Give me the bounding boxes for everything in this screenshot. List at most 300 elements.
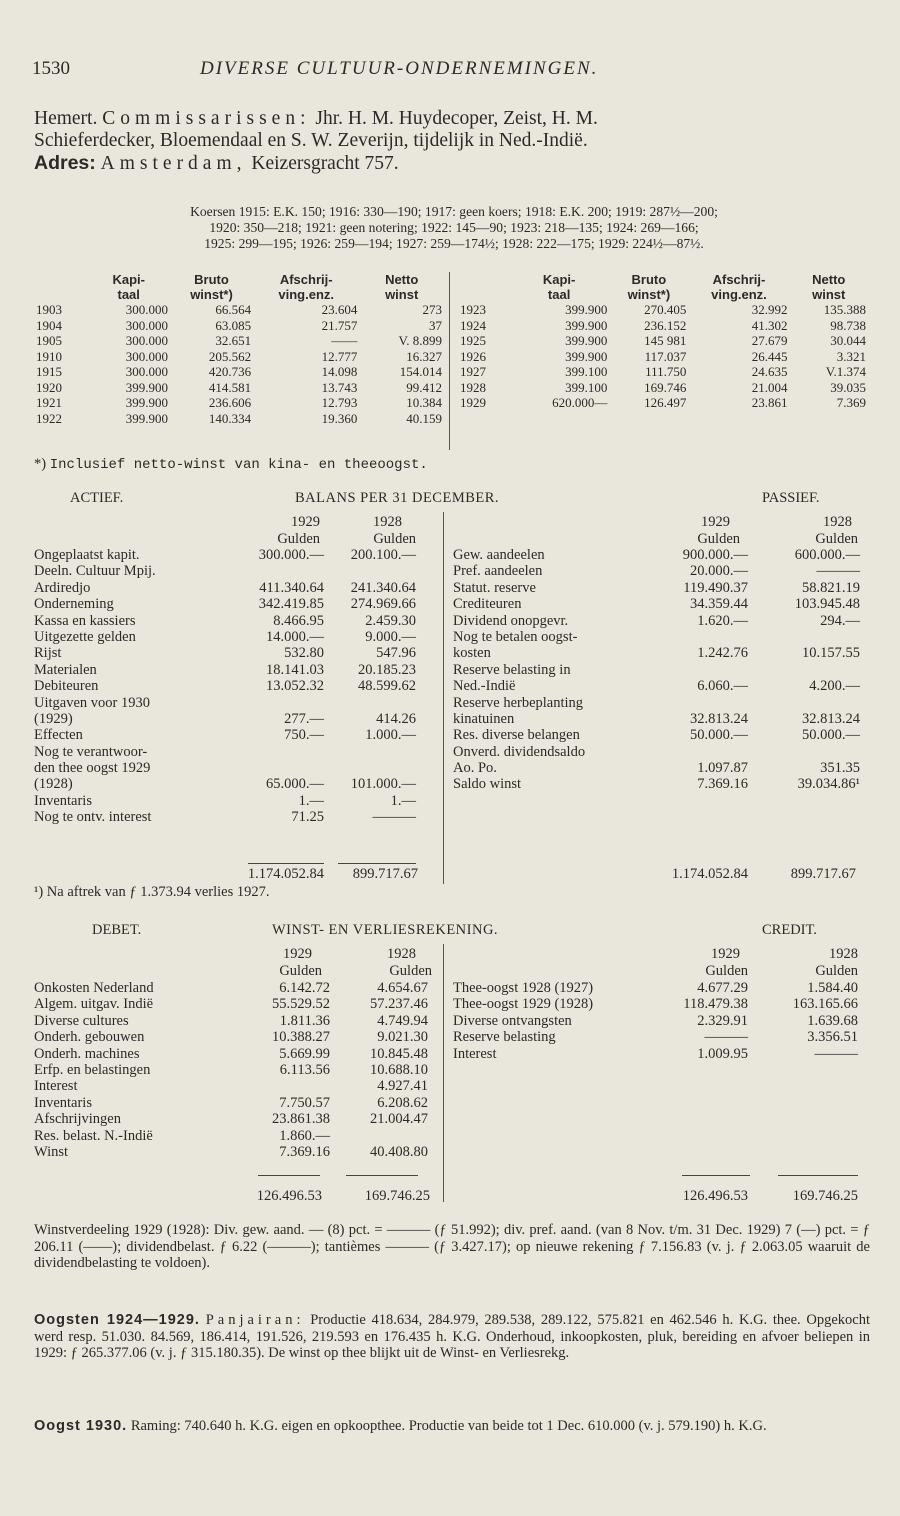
value-cell: 111.750 <box>645 364 687 379</box>
value-cell: 30.044 <box>830 333 866 348</box>
value-1928: ——— <box>816 563 860 580</box>
ledger-row <box>34 776 434 792</box>
ledger-row <box>453 996 863 1012</box>
value-1929: 7.750.57 <box>279 1094 330 1111</box>
credit-total-1928: 169.746.25 <box>792 1188 858 1204</box>
ledger-label: kosten <box>453 645 491 662</box>
table-row <box>458 333 868 349</box>
ledger-row <box>34 547 434 563</box>
ledger-label: Res. belast. N.-Indië <box>34 1127 153 1144</box>
page-title: DIVERSE CULTUUR-ONDERNEMINGEN. <box>200 58 599 79</box>
value-cell: 399.900 <box>565 317 608 333</box>
col-header: Netto <box>385 272 419 287</box>
ledger-row <box>34 809 434 825</box>
adres-line <box>34 152 874 175</box>
value-1928: 3.356.51 <box>807 1029 858 1046</box>
ledger-label: Nog te verantwoor- <box>34 743 148 760</box>
ledger-label: Erfp. en belastingen <box>34 1061 151 1078</box>
company-intro <box>34 108 874 175</box>
debet-total-1928: 169.746.25 <box>364 1188 430 1204</box>
gulden-label: Gulden <box>279 963 322 979</box>
value-1928: 241.340.64 <box>350 579 416 596</box>
total-rule <box>248 863 324 864</box>
value-1929: 900.000.— <box>682 547 748 563</box>
ledger-label: Ongeplaatst kapit. <box>34 547 140 563</box>
ledger-row <box>34 596 434 612</box>
ledger-label: Interest <box>34 1078 78 1095</box>
value-cell: 41.302 <box>751 317 788 333</box>
value-1928: 163.165.66 <box>792 996 858 1013</box>
value-cell: 63.085 <box>215 317 252 333</box>
debet-label: DEBET. <box>92 922 142 938</box>
credit-total-1929: 126.496.53 <box>682 1188 748 1204</box>
value-1929: 50.000.— <box>690 727 748 744</box>
gulden-label: Gulden <box>815 531 858 547</box>
credit-label: CREDIT. <box>762 922 817 938</box>
ledger-label: Nog te ontv. interest <box>34 809 152 826</box>
year-1929: 1929 <box>291 514 320 530</box>
value-1929: 23.861.38 <box>272 1111 330 1128</box>
page-number: 1530 <box>32 58 70 79</box>
value-cell: 37 <box>429 317 442 333</box>
total-rule <box>778 1175 858 1176</box>
value-1928: 21.004.47 <box>370 1111 428 1128</box>
value-1929: 6.113.56 <box>279 1061 330 1078</box>
value-1929: 1.097.87 <box>697 760 748 777</box>
value-1928: 294.— <box>820 612 860 629</box>
value-1929: 13.052.32 <box>266 678 324 695</box>
ledger-row <box>453 547 863 563</box>
ledger-label: Reserve herbeplanting <box>453 694 584 711</box>
value-1929: 6.142.72 <box>279 980 330 996</box>
ledger-row <box>34 1013 438 1029</box>
value-1929: 1.811.36 <box>279 1012 330 1029</box>
year-cell: 1905 <box>36 333 62 348</box>
adres-city: Amsterdam, <box>100 153 247 174</box>
ledger-label: Onderh. machines <box>34 1045 140 1062</box>
value-1929: 119.490.37 <box>683 579 748 596</box>
table-row <box>34 318 444 334</box>
footnote-mark: *) <box>34 456 47 472</box>
value-cell: 32.992 <box>751 302 788 317</box>
ledger-row <box>34 695 434 711</box>
col-header: ving.enz. <box>711 287 767 302</box>
gulden-label: Gulden <box>815 963 858 979</box>
value-1929: 5.669.99 <box>279 1045 330 1062</box>
total-rule <box>258 1175 320 1176</box>
value-cell: V.1.374 <box>825 364 866 379</box>
value-cell: 135.388 <box>823 302 866 317</box>
ledger-row <box>34 1128 438 1144</box>
ledger-label: Onverd. dividendsaldo <box>453 743 586 760</box>
value-cell: 399.900 <box>565 348 608 364</box>
col-header: Kapi- <box>542 272 576 287</box>
value-cell: 26.445 <box>751 348 788 364</box>
total-rule <box>346 1175 418 1176</box>
value-cell: 19.360 <box>321 410 358 426</box>
year-cell: 1925 <box>460 333 486 348</box>
year-cell: 1921 <box>36 395 62 410</box>
ledger-label: Uitgezette gelden <box>34 628 136 645</box>
ledger-label: Kassa en kassiers <box>34 612 136 629</box>
ledger-label: (1928) <box>34 776 73 793</box>
year-cell: 1923 <box>460 302 486 317</box>
year-cell: 1927 <box>460 364 486 379</box>
value-1929: 1.620.— <box>697 612 748 629</box>
actief-label: ACTIEF. <box>70 490 124 506</box>
value-cell: 117.037 <box>644 348 687 364</box>
value-1928: 547.96 <box>376 645 416 662</box>
ledger-label: Winst <box>34 1143 69 1160</box>
ledger-label: Inventaris <box>34 792 92 809</box>
value-cell: 399.100 <box>565 379 608 395</box>
ledger-row <box>34 563 434 579</box>
commissarissen-line <box>34 108 874 130</box>
winst-title: WINST- EN VERLIESREKENING. <box>272 922 499 938</box>
ledger-label: Effecten <box>34 727 83 744</box>
ledger-label: Statut. reserve <box>453 579 536 596</box>
value-1929: 14.000.— <box>266 628 324 645</box>
ledger-row <box>453 695 863 711</box>
koersen-line: Koersen 1915: E.K. 150; 1916: 330—190; 1917: geen koers; 1918: E.K. 200; 1919: 287½—200; <box>190 204 718 219</box>
ledger-label: Onderneming <box>34 596 114 613</box>
ledger-label: Reserve belasting <box>453 1029 556 1046</box>
value-cell: 21.757 <box>321 317 358 333</box>
ledger-row <box>34 727 434 743</box>
actief-list <box>34 547 434 826</box>
value-cell: 399.900 <box>565 302 608 317</box>
table-row <box>34 380 444 396</box>
oogst1930-text: Raming: 740.640 h. K.G. eigen en opkoopthee. Productie van beide tot 1 Dec. 610.000 (v. j. 579.190) h. K.G. <box>130 1418 767 1434</box>
value-cell: 399.900 <box>125 379 168 395</box>
ledger-row <box>34 662 434 678</box>
value-1928: 200.100.— <box>350 547 416 563</box>
ledger-label: Saldo winst <box>453 776 522 793</box>
ledger-label: Crediteuren <box>453 596 522 613</box>
year-cell: 1922 <box>36 410 62 426</box>
year-cell: 1910 <box>36 348 62 364</box>
balans-footnote: ¹) Na aftrek van ƒ 1.373.94 verlies 1927. <box>34 884 270 900</box>
adres-label: Adres: <box>34 152 96 174</box>
year-1928: 1928 <box>829 946 858 962</box>
ledger-row <box>34 1144 438 1160</box>
ledger-label: Res. diverse belangen <box>453 727 580 744</box>
gulden-label: Gulden <box>373 531 416 547</box>
ledger-row <box>453 980 863 996</box>
value-cell: 40.159 <box>406 410 442 426</box>
year-cell: 1904 <box>36 317 62 333</box>
value-1928: 414.26 <box>376 710 416 727</box>
ledger-row <box>34 629 434 645</box>
value-1928: 1.639.68 <box>807 1012 858 1029</box>
ledger-row <box>34 980 438 996</box>
ledger-row <box>453 760 863 776</box>
actief-total-1929: 1.174.052.84 <box>247 866 324 882</box>
total-rule <box>338 863 416 864</box>
ledger-label: Reserve belasting in <box>453 661 571 678</box>
year-1929: 1929 <box>711 946 740 962</box>
ledger-row <box>453 662 863 678</box>
table-row <box>458 380 868 396</box>
value-cell: 399.100 <box>565 364 608 379</box>
kapitaal-table-right <box>458 272 868 411</box>
value-cell: 23.604 <box>321 302 358 317</box>
koersen-line: 1920: 350—218; 1921: geen notering; 1922: 145—90; 1923: 218—135; 1924: 269—166; <box>209 220 699 235</box>
value-1928: 101.000.— <box>350 776 416 793</box>
ledger-row <box>34 793 434 809</box>
footnote-text: Inclusief netto-winst van kina- en theeoogst. <box>49 457 428 473</box>
year-cell: 1926 <box>460 348 486 364</box>
value-1929: 4.677.29 <box>697 980 748 996</box>
value-1928: 1.000.— <box>365 727 416 744</box>
ledger-label: Nog te betalen oogst- <box>453 628 578 645</box>
value-1928: 4.654.67 <box>377 980 428 996</box>
ledger-label: Diverse ontvangsten <box>453 1012 572 1029</box>
ledger-label: Inventaris <box>34 1094 92 1111</box>
col-header: winst*) <box>627 287 671 302</box>
ledger-label: Thee-oogst 1928 (1927) <box>453 980 594 996</box>
value-cell: 154.014 <box>399 364 442 379</box>
value-cell: 300.000 <box>125 302 168 317</box>
balans-divider <box>443 512 444 884</box>
value-1929: 750.— <box>284 727 324 744</box>
value-1928: 40.408.80 <box>370 1143 428 1160</box>
value-cell: 14.098 <box>321 364 358 379</box>
value-cell: 236.606 <box>208 395 252 410</box>
value-cell: 300.000 <box>125 348 168 364</box>
col-header: winst <box>385 287 419 302</box>
commissarissen-line-2: Schieferdecker, Bloemendaal en S. W. Zeverijn, tijdelijk in Ned.-Indië. <box>34 130 588 151</box>
value-cell: 99.412 <box>406 379 442 395</box>
ledger-row <box>34 1078 438 1094</box>
value-1928: 4.200.— <box>809 678 860 695</box>
debet-total-1929: 126.496.53 <box>256 1188 322 1204</box>
value-1928: 57.237.46 <box>370 996 428 1013</box>
ledger-label: Rijst <box>34 645 62 662</box>
ledger-label: Dividend onopgevr. <box>453 612 569 629</box>
value-1928: 6.208.62 <box>377 1094 428 1111</box>
value-cell: 236.152 <box>644 317 687 333</box>
value-cell: —— <box>331 333 358 348</box>
ledger-row <box>453 645 863 661</box>
ledger-row <box>453 727 863 743</box>
ledger-label: Thee-oogst 1929 (1928) <box>453 996 594 1013</box>
year-cell: 1903 <box>36 302 62 317</box>
ledger-row <box>34 645 434 661</box>
value-1929: 32.813.24 <box>690 710 748 727</box>
gulden-label: Gulden <box>277 531 320 547</box>
ledger-label: Gew. aandeelen <box>453 547 545 563</box>
value-1928: 351.35 <box>820 760 860 777</box>
ledger-label: Interest <box>453 1045 497 1062</box>
ledger-row <box>453 711 863 727</box>
col-header: taal <box>117 287 140 302</box>
ledger-row <box>34 678 434 694</box>
ledger-row <box>34 760 434 776</box>
kapitaal-table-left <box>34 272 444 426</box>
table-row <box>458 302 868 318</box>
value-1928: 9.021.30 <box>377 1029 428 1046</box>
value-cell: 12.777 <box>321 348 358 364</box>
oogsten-paragraph <box>34 1312 870 1362</box>
value-1929: 18.141.03 <box>266 661 324 678</box>
value-1929: 2.329.91 <box>697 1012 748 1029</box>
col-header: Bruto <box>194 272 229 287</box>
ledger-row <box>453 678 863 694</box>
ledger-label: Onderh. gebouwen <box>34 1029 145 1046</box>
value-1929: 300.000.— <box>258 547 324 563</box>
value-cell: 32.651 <box>215 333 252 348</box>
ledger-label: Ned.-Indië <box>453 678 516 695</box>
value-cell: 270.405 <box>644 302 687 317</box>
value-cell: 205.562 <box>208 348 252 364</box>
value-1928: ——— <box>372 809 416 826</box>
ledger-label: Ao. Po. <box>453 760 497 777</box>
ledger-row <box>453 629 863 645</box>
table-row <box>34 349 444 365</box>
ledger-row <box>34 711 434 727</box>
year-1928: 1928 <box>823 514 852 530</box>
table-row <box>34 411 444 427</box>
ledger-label: den thee oogst 1929 <box>34 760 151 777</box>
col-header: Netto <box>812 272 846 287</box>
commissarissen-label: Commissarissen: <box>102 108 311 129</box>
col-header: taal <box>547 287 571 302</box>
year-cell: 1929 <box>460 395 486 410</box>
col-header: Kapi- <box>112 272 145 287</box>
passief-list <box>453 547 863 793</box>
value-1928: 10.157.55 <box>802 645 860 662</box>
ledger-label: Diverse cultures <box>34 1012 129 1029</box>
col-header: ving.enz. <box>278 287 335 302</box>
gulden-label: Gulden <box>389 963 432 979</box>
value-1928: 10.688.10 <box>370 1061 428 1078</box>
value-1929: 411.340.64 <box>259 579 324 596</box>
value-cell: 399.900 <box>565 333 608 348</box>
value-1928: 20.185.23 <box>358 661 416 678</box>
oogst1930-label: Oogst 1930. <box>34 1418 128 1434</box>
value-cell: 273 <box>422 302 442 317</box>
value-1928: 600.000.— <box>794 547 860 563</box>
intro-prefix: Hemert. <box>34 108 98 129</box>
ledger-label: Ardiredjo <box>34 579 91 596</box>
year-cell: 1928 <box>460 379 486 395</box>
value-1928: 50.000.— <box>802 727 860 744</box>
ledger-row <box>453 1029 863 1045</box>
value-cell: 27.679 <box>751 333 788 348</box>
winstverdeeling-paragraph: Winstverdeeling 1929 (1928): Div. gew. aand. — (8) pct. = ——— (ƒ 51.992); div. pref. aand. (van 8 Nov. t/m. 31 Dec. 1929) 7 (—) pct. = ƒ 206.11 (——); dividendbelast. ƒ 6.22 (———); tantièmes ——— (ƒ 3.427.17); op nieuwe rekening ƒ 7.156.83 (v. j. ƒ 2.063.05 waaruit de dividendbelasting te voldoen). <box>34 1222 870 1271</box>
value-cell: 66.564 <box>215 302 252 317</box>
value-cell: 39.035 <box>830 379 866 395</box>
ledger-row <box>453 744 863 760</box>
table-divider <box>449 272 450 450</box>
kapitaal-footnote <box>34 456 428 473</box>
value-1928: 32.813.24 <box>802 710 860 727</box>
value-1929: 34.359.44 <box>690 596 748 613</box>
passief-total-1929: 1.174.052.84 <box>671 866 748 882</box>
value-cell: 23.861 <box>751 395 788 410</box>
value-1929: 7.369.16 <box>279 1143 330 1160</box>
value-1928: 2.459.30 <box>365 612 416 629</box>
value-cell: 126.497 <box>644 395 687 410</box>
value-1929: 277.— <box>284 710 324 727</box>
value-1928: 4.749.94 <box>377 1012 428 1029</box>
ledger-label: Materialen <box>34 661 97 678</box>
value-1928: 1.584.40 <box>807 980 858 996</box>
gulden-label: Gulden <box>705 963 748 979</box>
year-1928: 1928 <box>373 514 402 530</box>
value-1929: 65.000.— <box>266 776 324 793</box>
value-1929: 118.479.38 <box>683 996 748 1013</box>
table-row <box>458 395 868 411</box>
value-cell: 21.004 <box>751 379 788 395</box>
ledger-label: Uitgaven voor 1930 <box>34 694 150 711</box>
value-cell: 12.793 <box>321 395 358 410</box>
value-cell: 145 981 <box>644 333 687 348</box>
value-1928: 9.000.— <box>365 628 416 645</box>
ledger-row <box>34 1046 438 1062</box>
gulden-label: Gulden <box>697 531 740 547</box>
value-1928: 274.969.66 <box>350 596 416 613</box>
value-cell: 24.635 <box>751 364 788 379</box>
ledger-label: Algem. uitgav. Indië <box>34 996 154 1013</box>
year-cell: 1915 <box>36 364 62 379</box>
value-cell: 300.000 <box>125 364 168 379</box>
value-cell: 169.746 <box>644 379 687 395</box>
table-row <box>458 318 868 334</box>
value-cell: 98.738 <box>830 317 866 333</box>
oogsten-place: Panjairan: <box>205 1312 305 1328</box>
col-header: Afschrij- <box>279 272 333 287</box>
actief-total-1928: 899.717.67 <box>352 866 418 882</box>
value-1928: 4.927.41 <box>377 1078 428 1095</box>
oogst1930-paragraph <box>34 1418 870 1435</box>
value-1929: 1.860.— <box>279 1127 330 1144</box>
table-row <box>34 302 444 318</box>
col-header: winst <box>812 287 846 302</box>
value-cell: 13.743 <box>321 379 358 395</box>
table-row <box>458 364 868 380</box>
ledger-row <box>34 744 434 760</box>
value-cell: 399.900 <box>125 410 168 426</box>
total-rule <box>682 1175 750 1176</box>
value-1929: 342.419.85 <box>258 596 324 613</box>
value-cell: 420.736 <box>208 364 252 379</box>
ledger-label: Debiteuren <box>34 678 99 695</box>
ledger-row <box>34 1029 438 1045</box>
commissarissen-names: Jhr. H. M. Huydecoper, Zeist, H. M. <box>315 108 598 129</box>
value-1928: 103.945.48 <box>794 596 860 613</box>
balans-title: BALANS PER 31 DECEMBER. <box>295 490 500 506</box>
value-1929: 55.529.52 <box>272 996 330 1013</box>
value-1929: 71.25 <box>291 809 324 826</box>
ledger-row <box>453 613 863 629</box>
year-1928: 1928 <box>387 946 416 962</box>
value-1929: 7.369.16 <box>697 776 748 793</box>
col-header: Afschrij- <box>712 272 766 287</box>
year-cell: 1920 <box>36 379 62 395</box>
table-row <box>34 364 444 380</box>
value-1929: 8.466.95 <box>273 612 324 629</box>
ledger-label: Deeln. Cultuur Mpij. <box>34 563 156 580</box>
ledger-row <box>453 776 863 792</box>
value-1929: 1.009.95 <box>697 1045 748 1062</box>
passief-label: PASSIEF. <box>762 490 820 506</box>
value-1929: 1.242.76 <box>697 645 748 662</box>
ledger-label: (1929) <box>34 710 73 727</box>
table-row <box>34 395 444 411</box>
table-row <box>34 333 444 349</box>
